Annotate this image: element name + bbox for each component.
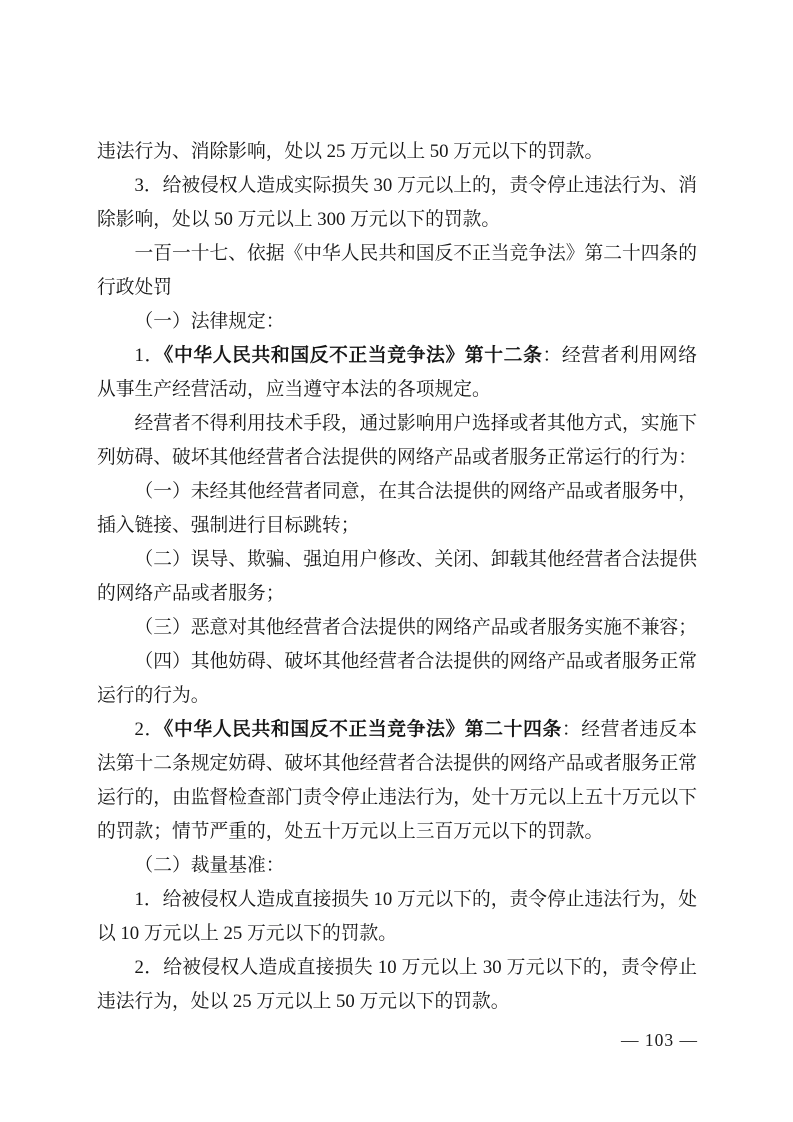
body-text: （二）裁量基准： <box>134 855 285 876</box>
body-text: 从事生产经营活动，应当遵守本法的各项规定。 <box>97 379 491 400</box>
text-line <box>97 271 697 305</box>
text-line <box>97 203 697 237</box>
body-text: 经营者不得利用技术手段，通过影响用户选择或者其他方式，实施下 <box>134 413 697 434</box>
body-text: 一百一十七、依据《中华人民共和国反不正当竞争法》第二十四条的 <box>134 243 697 264</box>
body-text: 运行的，由监督检查部门责令停止违法行为，处十万元以上五十万元以下 <box>97 787 697 808</box>
body-text: ：经营者利用网络 <box>542 345 698 366</box>
text-line <box>97 475 697 509</box>
body-text: 1．给被侵权人造成直接损失 10 万元以下的，责令停止违法行为，处 <box>134 889 697 910</box>
text-line <box>97 747 697 781</box>
text-line <box>97 135 697 169</box>
body-text: 法第十二条规定妨碍、破坏其他经营者合法提供的网络产品或者服务正常 <box>97 753 697 774</box>
body-text: 运行的行为。 <box>97 685 210 706</box>
body-text: （三）恶意对其他经营者合法提供的网络产品或者服务实施不兼容； <box>134 617 697 638</box>
text-line <box>97 713 697 747</box>
body-text: 的网络产品或者服务； <box>97 583 285 604</box>
text-line <box>97 441 697 475</box>
body-text: 违法行为，处以 25 万元以上 50 万元以下的罚款。 <box>97 991 510 1012</box>
body-text: （一）法律规定： <box>134 311 285 332</box>
text-line <box>97 781 697 815</box>
body-text: 1． <box>134 345 164 366</box>
body-text: 的罚款；情节严重的，处五十万元以上三百万元以下的罚款。 <box>97 821 604 842</box>
body-text: （四）其他妨碍、破坏其他经营者合法提供的网络产品或者服务正常 <box>134 651 697 672</box>
text-line <box>97 815 697 849</box>
text-line <box>97 883 697 917</box>
page-number: — 103 — <box>621 1030 698 1050</box>
law-title-bold-text: 《中华人民共和国反不正当竞争法》第十二条 <box>163 345 543 366</box>
text-line <box>97 373 697 407</box>
text-line <box>97 917 697 951</box>
text-line <box>97 407 697 441</box>
body-text: 列妨碍、破坏其他经营者合法提供的网络产品或者服务正常运行的行为： <box>97 447 697 468</box>
text-line <box>97 611 697 645</box>
text-line <box>97 237 697 271</box>
law-title-bold-text: 《中华人民共和国反不正当竞争法》第二十四条 <box>163 719 562 740</box>
body-text: ：经营者违反本 <box>561 719 698 740</box>
body-text: 行政处罚 <box>97 277 172 298</box>
text-line <box>97 169 697 203</box>
text-line <box>97 985 697 1019</box>
body-text: 插入链接、强制进行目标跳转； <box>97 515 360 536</box>
body-text: （二）误导、欺骗、强迫用户修改、关闭、卸载其他经营者合法提供 <box>134 549 697 570</box>
text-line <box>97 645 697 679</box>
document-text <box>97 135 697 1019</box>
body-text: 3．给被侵权人造成实际损失 30 万元以上的，责令停止违法行为、消 <box>134 175 697 196</box>
text-line <box>97 849 697 883</box>
text-line <box>97 339 697 373</box>
text-line <box>97 951 697 985</box>
body-text: 以 10 万元以上 25 万元以下的罚款。 <box>97 923 397 944</box>
body-text: 违法行为、消除影响，处以 25 万元以上 50 万元以下的罚款。 <box>97 141 604 162</box>
body-text: （一）未经其他经营者同意，在其合法提供的网络产品或者服务中， <box>134 481 697 502</box>
body-text: 2．给被侵权人造成直接损失 10 万元以上 30 万元以下的，责令停止 <box>134 957 697 978</box>
text-line <box>97 543 697 577</box>
text-line <box>97 509 697 543</box>
text-line <box>97 577 697 611</box>
text-line <box>97 679 697 713</box>
body-text: 2． <box>134 719 164 740</box>
body-text: 除影响，处以 50 万元以上 300 万元以下的罚款。 <box>97 209 501 230</box>
text-line <box>97 305 697 339</box>
